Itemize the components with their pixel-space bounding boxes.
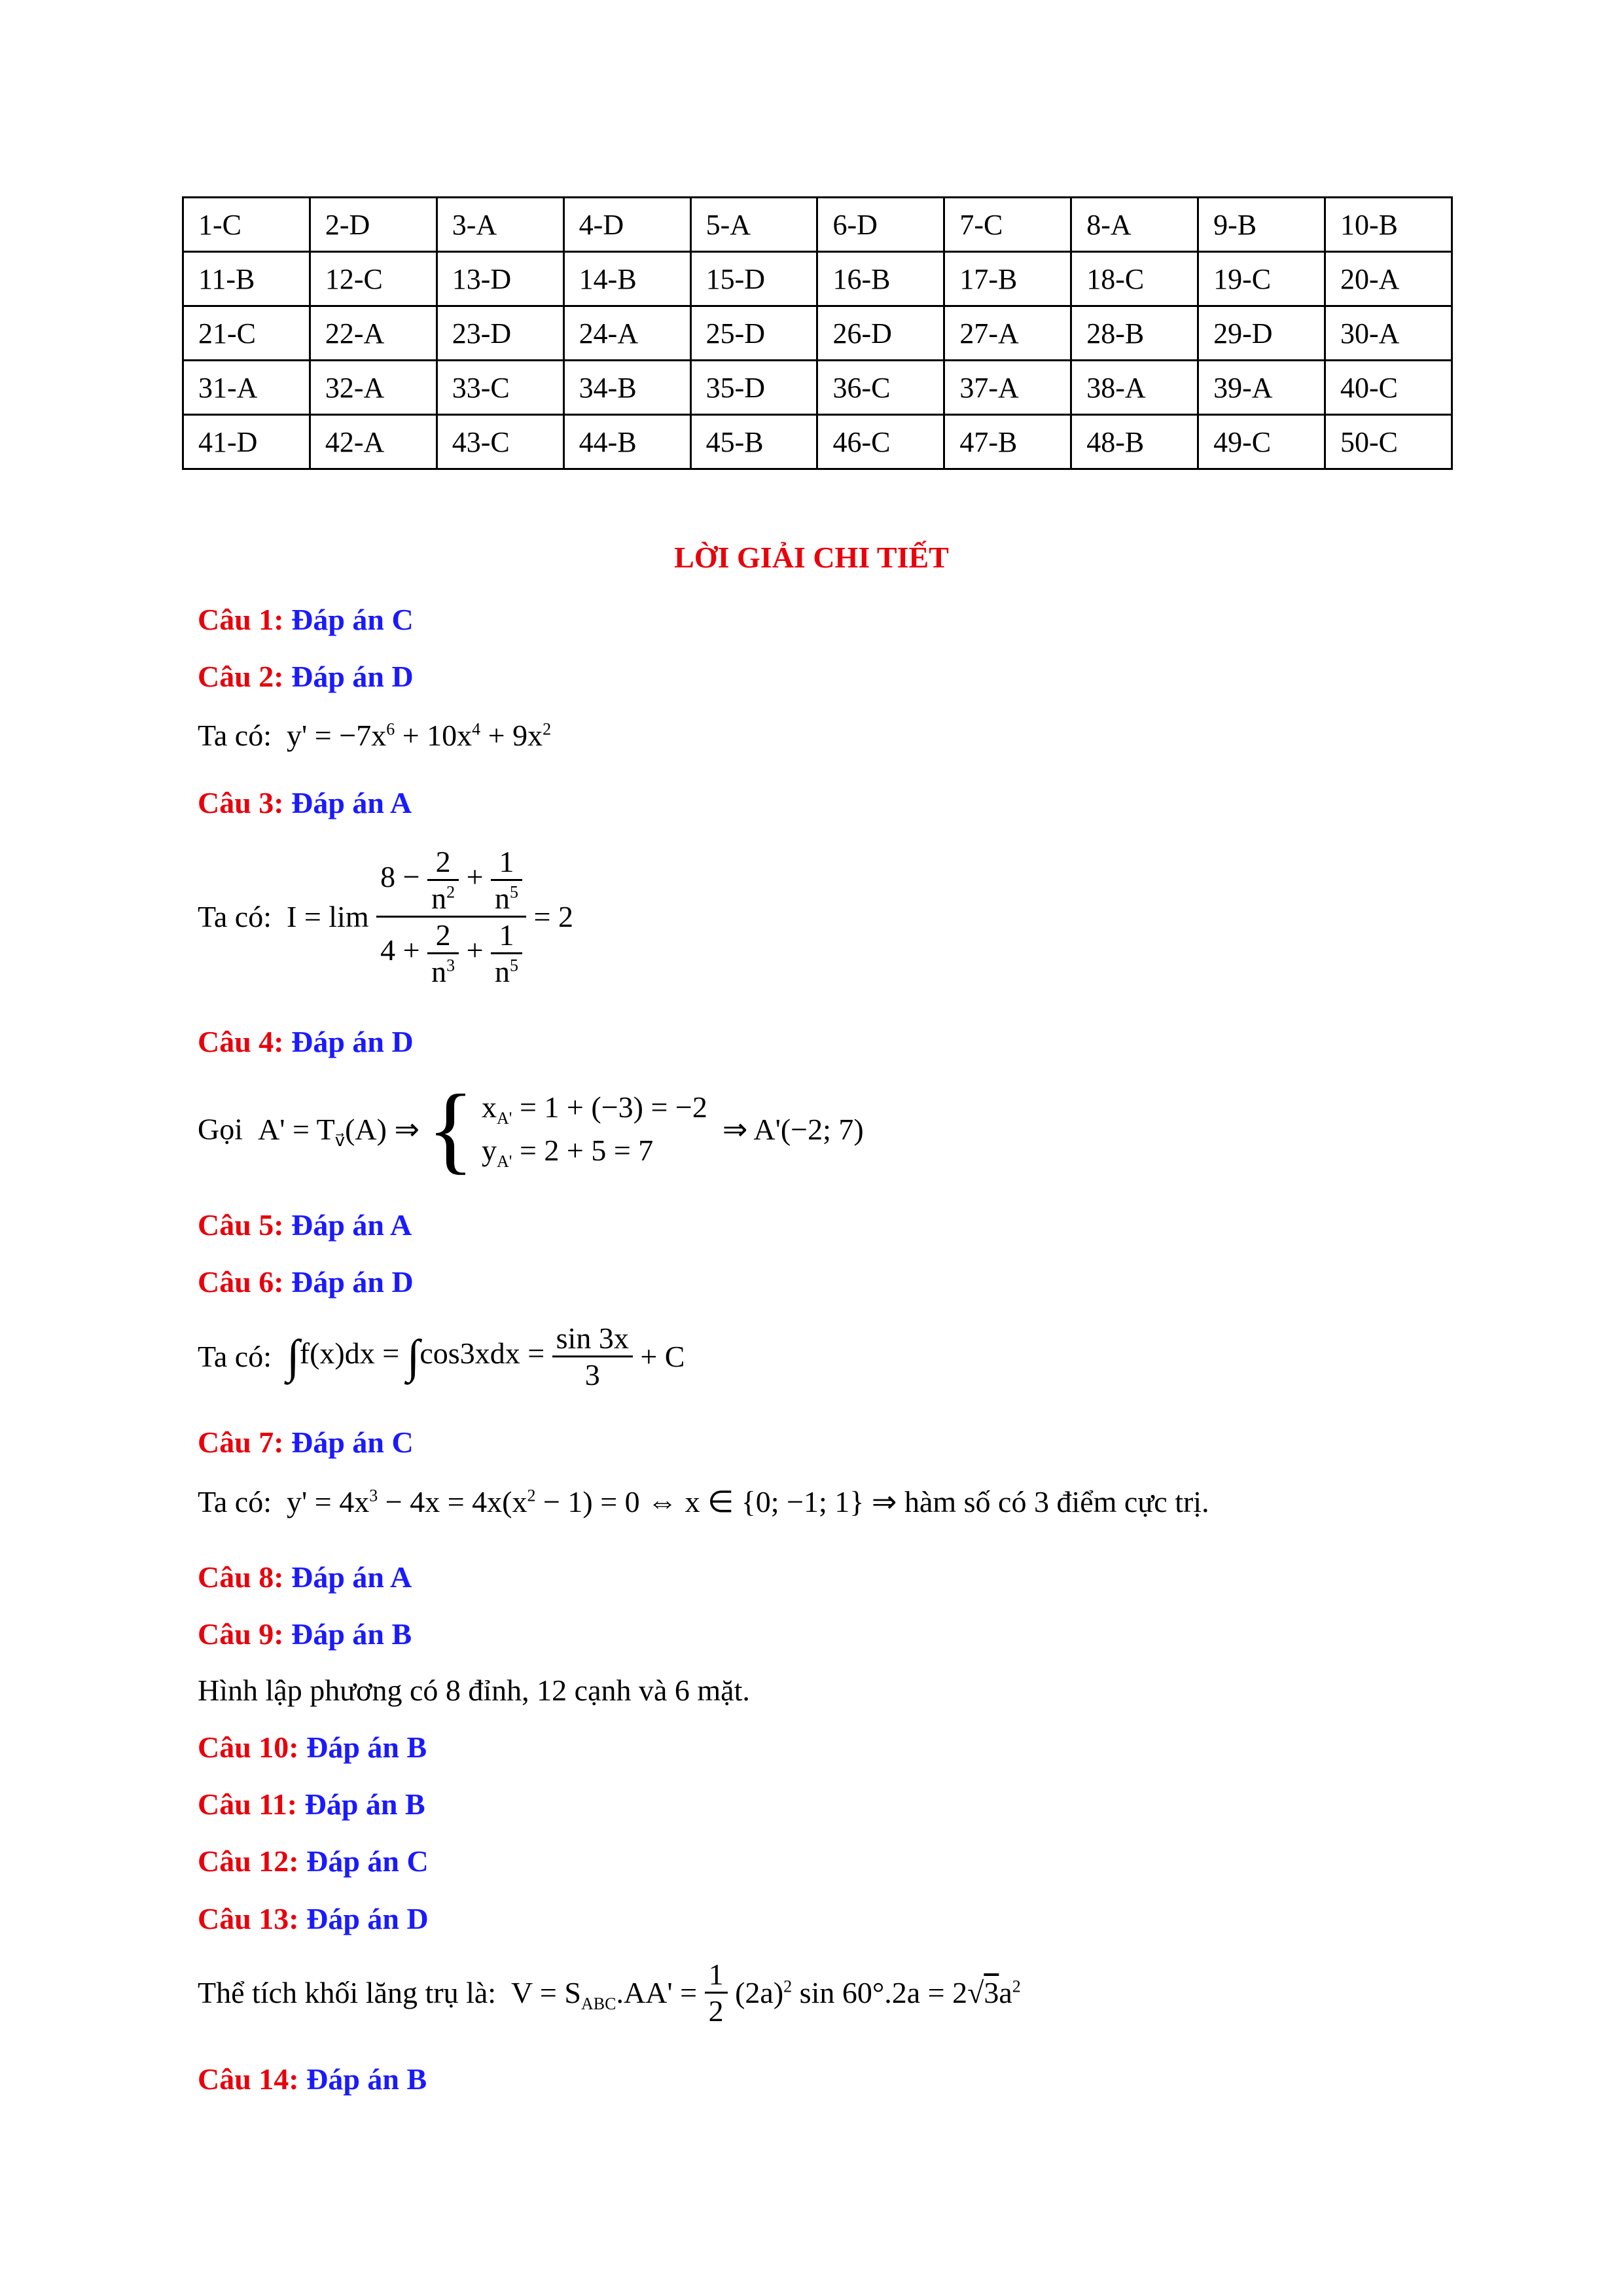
answer-key-cell: 48-B	[1071, 415, 1198, 469]
answer-key-row	[183, 361, 1452, 415]
question-4-solution: Gọi $A' = T_{v⃗}(A)$ ⇒ { $x_{A'} = 1 + (-3) = -2$ $y_{A'} = 2 + 5 = 7$ ⇒ A'(−2; 7)	[198, 1075, 864, 1183]
answer-key-cell: 8-A	[1071, 198, 1198, 252]
answer-key-cell: 7-C	[944, 198, 1071, 252]
answer-key-cell: 33-C	[437, 361, 563, 415]
answer-key-cell: 32-A	[310, 361, 437, 415]
answer-key-table	[182, 196, 1453, 470]
answer-key-cell: 27-A	[944, 306, 1071, 361]
answer-key-cell: 36-C	[817, 361, 944, 415]
answer-key-cell: 19-C	[1198, 252, 1325, 306]
half-fraction: $\frac{1}{2}$	[705, 1957, 728, 2028]
answer-key-cell: 31-A	[183, 361, 310, 415]
answer-key-cell: 26-D	[817, 306, 944, 361]
answer-key-cell: 4-D	[563, 198, 690, 252]
question-11-header: Câu 11: Đáp án B	[198, 1787, 425, 1821]
answer-key-cell: 14-B	[563, 252, 690, 306]
answer-key-cell: 12-C	[310, 252, 437, 306]
answer-key-cell: 38-A	[1071, 361, 1198, 415]
answer-key-cell: 10-B	[1325, 198, 1452, 252]
answer-key-cell: 28-B	[1071, 306, 1198, 361]
question-6-solution: Ta có: ∫f(x)dx = ∫cos3xdx = $\frac{\sin 3x}{3}$ + C	[198, 1321, 685, 1391]
answer-key-cell: 49-C	[1198, 415, 1325, 469]
answer-key-cell: 50-C	[1325, 415, 1452, 469]
answer-key-cell: 18-C	[1071, 252, 1198, 306]
translation-system: $x_{A'} = 1 + (-3) = -2$ $y_{A'} = 2 + 5 = 7$	[482, 1090, 707, 1172]
answer-key-cell: 6-D	[817, 198, 944, 252]
section-heading: LỜI GIẢI CHI TIẾT	[674, 541, 949, 574]
answer-key-cell: 30-A	[1325, 306, 1452, 361]
limit-fraction: 8 − $\frac{2}{n^2}$ + $\frac{1}{n^5}$ 4 + $\frac{2}{n^3}$ + $\frac{1}{n^5}$	[376, 844, 526, 989]
answer-key-cell: 17-B	[944, 252, 1071, 306]
question-12-header: Câu 12: Đáp án C	[198, 1844, 429, 1878]
question-2-solution: Ta có: $y' = -7x^6 + 10x^4 + 9x^2$	[198, 719, 552, 752]
answer-key-row	[183, 306, 1452, 361]
answer-key-cell: 9-B	[1198, 198, 1325, 252]
question-7-solution: Ta có: $y' = 4x^3 - 4x = 4x(x^2 - 1) = 0$ ⇔ x ∈ {0; −1; 1} ⇒ hàm số có 3 điểm cực trị.	[198, 1485, 1209, 1518]
answer-key-cell: 15-D	[690, 252, 817, 306]
answer-key-cell: 43-C	[437, 415, 563, 469]
question-9-header: Câu 9: Đáp án B	[198, 1617, 412, 1651]
answer-key-cell: 44-B	[563, 415, 690, 469]
answer-key-cell: 29-D	[1198, 306, 1325, 361]
answer-key-cell: 3-A	[437, 198, 563, 252]
question-4-header: Câu 4: Đáp án D	[198, 1025, 414, 1058]
question-13-solution: Thể tích khối lăng trụ là: $V = S_{ABC}.AA'$ = $\frac{1}{2}$ $(2a)^2$ $\sin 60^\circ.2a = 2√3a^2$	[198, 1958, 1021, 2028]
answer-key-cell: 5-A	[690, 198, 817, 252]
question-13-header: Câu 13: Đáp án D	[198, 1902, 429, 1935]
answer-key-cell: 35-D	[690, 361, 817, 415]
answer-key-cell: 13-D	[437, 252, 563, 306]
answer-key-cell: 42-A	[310, 415, 437, 469]
question-9-solution: Hình lập phương có 8 đỉnh, 12 cạnh và 6 mặt.	[198, 1674, 750, 1707]
critical-points-formula: $y' = 4x^3 - 4x = 4x(x^2 - 1) = 0$ ⇔ x ∈ {0; −1; 1} ⇒	[279, 1485, 904, 1518]
question-2-header: Câu 2: Đáp án D	[198, 660, 414, 693]
answer-key-cell: 25-D	[690, 306, 817, 361]
question-3-solution: Ta có: I = lim 8 − $\frac{2}{n^2}$ + $\frac{1}{n^5}$ 4 + $\frac{2}{n^3}$ + $\frac{1}{n^5}$ = 2	[198, 845, 573, 988]
answer-key-cell: 16-B	[817, 252, 944, 306]
answer-key-cell: 37-A	[944, 361, 1071, 415]
question-8-header: Câu 8: Đáp án A	[198, 1560, 412, 1594]
answer-key-row	[183, 198, 1452, 252]
question-14-header: Câu 14: Đáp án B	[198, 2062, 427, 2096]
answer-key-cell: 21-C	[183, 306, 310, 361]
question-5-header: Câu 5: Đáp án A	[198, 1208, 412, 1242]
answer-key-cell: 11-B	[183, 252, 310, 306]
answer-key-cell: 2-D	[310, 198, 437, 252]
answer-key-cell: 40-C	[1325, 361, 1452, 415]
answer-key-cell: 47-B	[944, 415, 1071, 469]
answer-key-cell: 1-C	[183, 198, 310, 252]
answer-key-row	[183, 415, 1452, 469]
integral-result-fraction: $\frac{\sin 3x}{3}$	[552, 1321, 633, 1392]
answer-key-cell: 34-B	[563, 361, 690, 415]
answer-key-cell: 20-A	[1325, 252, 1452, 306]
answer-key-cell: 22-A	[310, 306, 437, 361]
derivative-formula: $y' = -7x^6 + 10x^4 + 9x^2$	[279, 719, 552, 752]
question-10-header: Câu 10: Đáp án B	[198, 1731, 427, 1764]
answer-key-cell: 39-A	[1198, 361, 1325, 415]
question-3-header: Câu 3: Đáp án A	[198, 786, 412, 819]
question-7-header: Câu 7: Đáp án C	[198, 1426, 414, 1459]
answer-key-row	[183, 252, 1452, 306]
answer-key-cell: 46-C	[817, 415, 944, 469]
answer-key-cell: 45-B	[690, 415, 817, 469]
question-6-header: Câu 6: Đáp án D	[198, 1265, 414, 1299]
answer-key-cell: 41-D	[183, 415, 310, 469]
question-1-header: Câu 1: Đáp án C	[198, 603, 414, 636]
answer-key-cell: 23-D	[437, 306, 563, 361]
answer-key-cell: 24-A	[563, 306, 690, 361]
